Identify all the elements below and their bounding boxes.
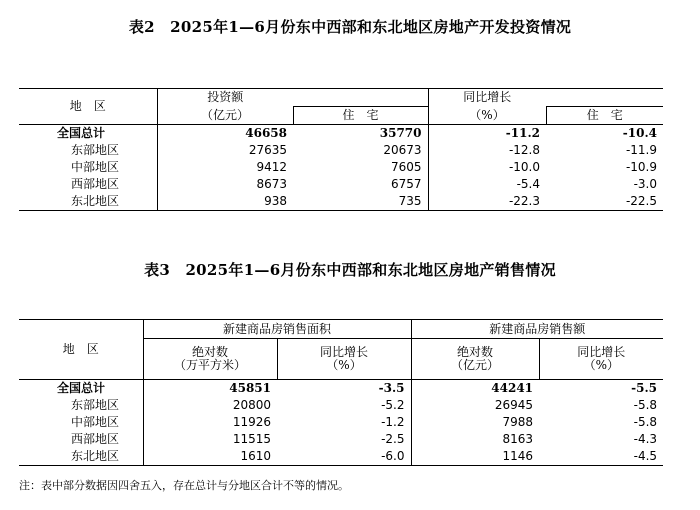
yoy-residential-cell: -11.9 [625, 142, 657, 157]
region-cell: 全国总计 [57, 125, 106, 140]
table-row [19, 380, 663, 398]
region-cell: 东北地区 [19, 193, 157, 211]
area-cell: 11926 [143, 414, 277, 431]
area-yoy-cell: -2.5 [381, 432, 405, 446]
residential-cell: 6757 [390, 176, 422, 191]
sales-abs-header: 绝对数 （亿元） [411, 339, 539, 380]
area-abs-header: 绝对数 （万平方米） [143, 339, 277, 380]
residential-cell: 20673 [383, 142, 422, 157]
yoy-cell: -12.8 [428, 142, 546, 159]
area-yoy-cell: -5.2 [381, 398, 405, 412]
area-yoy-cell: -6.0 [277, 448, 411, 466]
sales-cell: 26945 [411, 397, 539, 414]
table-row [19, 414, 663, 431]
table2-title: 表2 2025年1—6月份东中西部和东北地区房地产开发投资情况 [128, 18, 572, 36]
area-cell: 1610 [143, 448, 277, 466]
sales-table [19, 319, 663, 466]
sales-cell: 7988 [411, 414, 539, 431]
region-header: 地 区 [19, 320, 143, 380]
yoy-unit: （%） [428, 107, 546, 125]
yoy-header: 同比增长 [428, 89, 546, 107]
table-row [19, 124, 663, 142]
residential-cell: 7605 [390, 159, 422, 174]
investment-unit: （亿元） [157, 107, 293, 125]
table-row [19, 193, 663, 211]
table-row [19, 176, 663, 193]
investment-header: 投资额 [157, 89, 293, 107]
sales-yoy-cell: -5.8 [633, 398, 658, 412]
yoy-cell: -22.3 [428, 193, 546, 211]
table-row [19, 397, 663, 414]
area-yoy-cell: -1.2 [381, 415, 405, 429]
region-cell: 中部地区 [71, 415, 120, 429]
table-row [19, 142, 663, 159]
area-yoy-header: 同比增长 （%） [277, 339, 411, 380]
investment-cell: 8673 [157, 176, 293, 193]
table-row [19, 159, 663, 176]
region-cell: 西部地区 [71, 432, 120, 446]
table-row [19, 431, 663, 448]
yoy-cell: -11.2 [428, 124, 546, 142]
residential-header: 住 宅 [293, 107, 428, 125]
investment-table [19, 88, 663, 211]
investment-cell: 46658 [157, 124, 293, 142]
sales-yoy-cell: -4.5 [539, 448, 663, 466]
sales-amount-group-header: 新建商品房销售额 [411, 320, 663, 339]
sales-yoy-cell: -4.3 [633, 432, 658, 446]
residential-cell: 35770 [379, 125, 422, 140]
sales-cell: 1146 [411, 448, 539, 466]
residential-cell: 735 [293, 193, 428, 211]
region-cell: 西部地区 [71, 176, 120, 191]
investment-cell: 27635 [157, 142, 293, 159]
area-cell: 45851 [143, 380, 277, 398]
table3-title: 表3 2025年1—6月份东中西部和东北地区房地产销售情况 [144, 261, 556, 279]
area-yoy-cell: -3.5 [378, 381, 405, 395]
sales-cell: 8163 [411, 431, 539, 448]
yoy-residential-header: 住 宅 [546, 107, 663, 125]
sales-yoy-cell: -5.5 [631, 381, 658, 395]
sales-area-group-header: 新建商品房销售面积 [143, 320, 411, 339]
area-cell: 11515 [143, 431, 277, 448]
investment-cell: 9412 [157, 159, 293, 176]
region-cell: 东部地区 [71, 398, 120, 412]
yoy-residential-cell: -22.5 [546, 193, 663, 211]
region-cell: 东部地区 [71, 142, 120, 157]
yoy-cell: -5.4 [428, 176, 546, 193]
sales-yoy-cell: -5.8 [633, 415, 658, 429]
table-row [19, 448, 663, 466]
region-header: 地 区 [19, 89, 157, 125]
footnote: 注：表中部分数据因四舍五入，存在总计与分地区合计不等的情况。 [19, 479, 349, 492]
investment-cell: 938 [157, 193, 293, 211]
sales-cell: 44241 [411, 380, 539, 398]
region-cell: 中部地区 [71, 159, 120, 174]
sales-yoy-header: 同比增长 （%） [539, 339, 663, 380]
area-cell: 20800 [143, 397, 277, 414]
yoy-residential-cell: -10.9 [625, 159, 657, 174]
yoy-residential-cell: -10.4 [622, 125, 657, 140]
yoy-residential-cell: -3.0 [633, 176, 657, 191]
region-cell: 全国总计 [57, 381, 106, 395]
region-cell: 东北地区 [19, 448, 143, 466]
yoy-cell: -10.0 [428, 159, 546, 176]
